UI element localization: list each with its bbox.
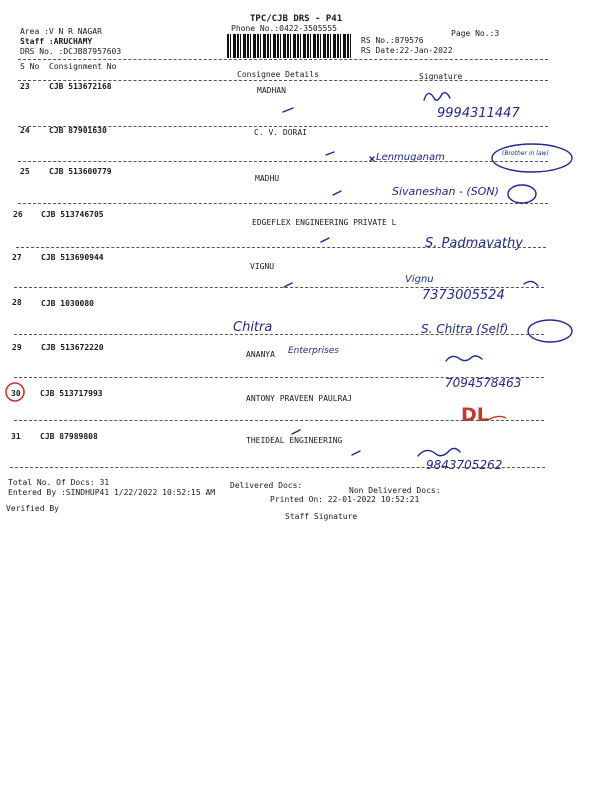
- row-sno: 25: [20, 167, 30, 176]
- highlight-circle: [6, 383, 24, 401]
- delivered-docs: Delivered Docs:: [230, 481, 303, 490]
- row-consignment: CJB 87989808: [40, 432, 98, 441]
- row-signature: 9843705262: [426, 458, 503, 472]
- row-consignment: CJB 513672220: [41, 343, 104, 352]
- row-consignment: CJB 1030080: [41, 299, 94, 308]
- row-consignee: VIGNU: [250, 262, 275, 271]
- phone-number: Phone No.:0422-3505555: [231, 24, 337, 33]
- row-consignment: CJB 513717993: [40, 389, 103, 398]
- area: Area :V N R NAGAR: [20, 27, 102, 36]
- row-signature: 9994311447: [437, 106, 520, 121]
- row-sno: 23: [20, 82, 30, 91]
- rs-number: RS No.:879576: [361, 36, 424, 45]
- printed-on: Printed On: 22-01-2022 10:52:21: [270, 495, 420, 504]
- col-signature: Signature: [419, 72, 463, 81]
- row-sno: 26: [13, 210, 23, 219]
- drs-number: DRS No. :DCJB87957603: [20, 47, 122, 56]
- row-consignee: ANTONY PRAVEEN PAULRAJ: [246, 394, 352, 403]
- row-signature: S. Chitra (Self): [421, 322, 509, 336]
- col-sno: S No: [20, 62, 40, 71]
- row-consignment: CJB 513600779: [49, 167, 112, 176]
- row-sno: 31: [11, 432, 21, 441]
- row-annotation: (Brother in law): [502, 150, 549, 157]
- row-signature: 7094578463: [445, 376, 522, 390]
- row-consignee: THEIDEAL ENGINEERING: [246, 436, 343, 445]
- entered-by: Entered By :SINDHUP41 1/22/2022 10:52:15 AM: [8, 488, 216, 497]
- row-handwritten-name: Vignu: [405, 274, 434, 285]
- sheet-title: TPC/CJB DRS - P41: [250, 14, 343, 24]
- verified-by: Verified By: [6, 504, 59, 513]
- staff: Staff :ARUCHAMY: [20, 37, 93, 46]
- row-consignee: MADHAN: [257, 86, 286, 95]
- staff-signature: Staff Signature: [285, 512, 358, 521]
- page-number: Page No.:3: [451, 29, 500, 38]
- row-signature: DL: [461, 404, 489, 426]
- row-sno: 29: [12, 343, 22, 352]
- row-consignment: CJB 513672168: [49, 82, 112, 91]
- row-signature: Sivaneshan - (SON): [392, 185, 499, 198]
- row-sno: 30: [11, 389, 21, 398]
- rs-date: RS Date:22-Jan-2022: [361, 46, 453, 55]
- row-signature: S. Padmavathy: [425, 236, 523, 251]
- row-handwritten-suffix: Enterprises: [288, 346, 339, 356]
- row-signature: Lenmuganam: [376, 152, 445, 163]
- row-sno: 24: [20, 126, 30, 135]
- total-docs: Total No. Of Docs: 31: [8, 478, 110, 487]
- non-delivered-docs: Non Delivered Docs:: [349, 486, 441, 495]
- row-consignment: CJB 513746705: [41, 210, 104, 219]
- row-consignee: ANANYA: [246, 350, 275, 359]
- row-consignee: EDGEFLEX ENGINEERING PRIVATE L: [252, 218, 397, 227]
- row-consignment: CJB 513690944: [41, 253, 104, 262]
- row-consignee: MADHU: [255, 174, 280, 183]
- col-consignment: Consignment No: [49, 62, 117, 71]
- row-sno: 28: [12, 298, 22, 307]
- row-sno: 27: [12, 253, 22, 262]
- col-consignee: Consignee Details: [237, 70, 319, 79]
- row-consignment: CJB 87901630: [49, 126, 107, 135]
- row-handwritten-name: Chitra: [233, 320, 273, 335]
- row-consignee: C. V. DORAI: [254, 128, 307, 137]
- row-signature: 7373005524: [422, 288, 505, 303]
